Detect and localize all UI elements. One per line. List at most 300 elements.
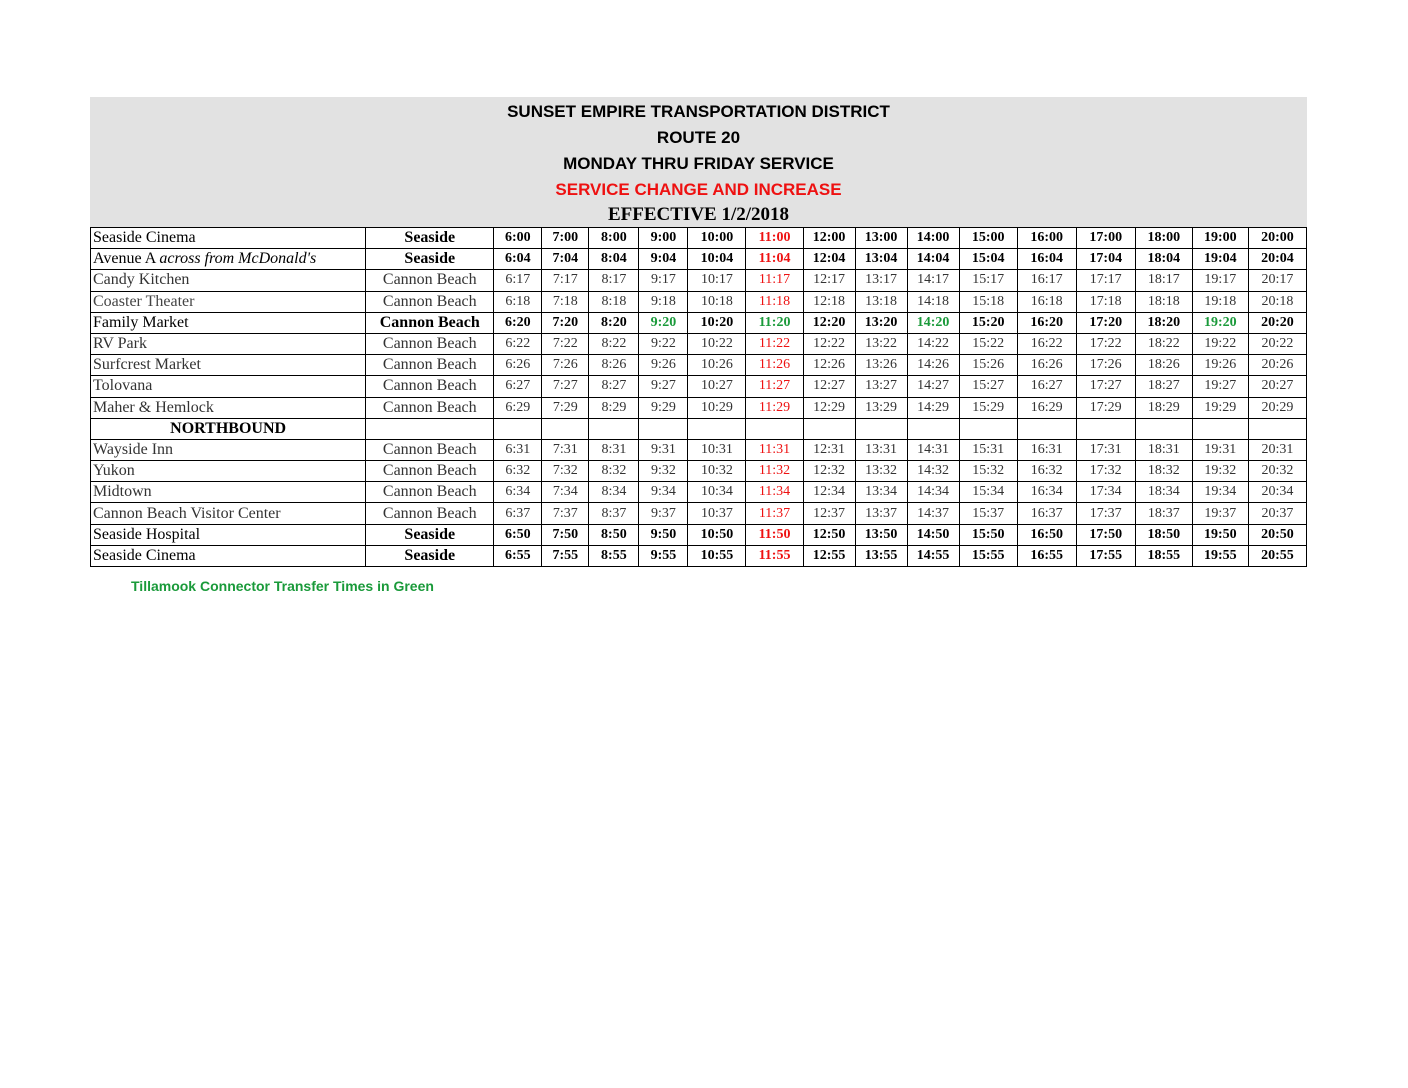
departure-time: 12:55 [803,545,855,566]
departure-time: 7:34 [542,482,589,503]
departure-time: 13:18 [855,291,907,312]
town-name: Seaside [366,524,494,545]
table-row [91,312,1307,333]
stop-name [91,270,366,291]
departure-time: 9:20 [639,312,688,333]
departure-time: 15:37 [959,503,1017,524]
departure-time: 13:26 [855,355,907,376]
departure-time: 9:37 [639,503,688,524]
departure-time: 6:18 [494,291,542,312]
departure-time: 14:18 [907,291,959,312]
departure-time: 15:04 [959,249,1017,270]
departure-time: 20:04 [1248,249,1306,270]
departure-time: 20:31 [1248,439,1306,460]
departure-time: 6:32 [494,461,542,482]
departure-time: 17:17 [1076,270,1135,291]
departure-time: 15:18 [959,291,1017,312]
departure-time: 9:26 [639,355,688,376]
timetable [90,227,1307,567]
stop-name [91,249,366,270]
departure-time [907,418,959,439]
departure-time: 16:55 [1017,545,1076,566]
departure-time: 11:32 [746,461,803,482]
departure-time: 20:29 [1248,397,1306,418]
stop-name [91,418,366,439]
departure-time: 9:29 [639,397,688,418]
departure-time: 18:37 [1135,503,1192,524]
departure-time: 18:29 [1135,397,1192,418]
departure-time: 20:26 [1248,355,1306,376]
departure-time: 10:27 [688,376,746,397]
stop-label: Maher & Hemlock [93,398,214,416]
departure-time: 8:18 [589,291,639,312]
stop-label: Midtown [93,483,152,501]
departure-time: 6:27 [494,376,542,397]
town-name: Cannon Beach [366,270,494,291]
departure-time: 6:55 [494,545,542,566]
departure-time: 20:22 [1248,333,1306,354]
departure-time: 14:31 [907,439,959,460]
stop-name [91,524,366,545]
departure-time: 11:00 [746,228,803,249]
departure-time: 13:20 [855,312,907,333]
departure-time [1192,418,1248,439]
departure-time: 16:37 [1017,503,1076,524]
departure-time: 14:29 [907,397,959,418]
departure-time: 8:55 [589,545,639,566]
departure-time: 13:22 [855,333,907,354]
departure-time: 16:27 [1017,376,1076,397]
departure-time: 13:04 [855,249,907,270]
stop-name [91,228,366,249]
table-row [91,524,1307,545]
departure-time: 10:26 [688,355,746,376]
transfer-footnote: Tillamook Connector Transfer Times in Green [131,578,434,594]
departure-time: 10:18 [688,291,746,312]
departure-time: 20:18 [1248,291,1306,312]
departure-time: 11:29 [746,397,803,418]
departure-time: 20:27 [1248,376,1306,397]
departure-time: 14:00 [907,228,959,249]
departure-time: 6:22 [494,333,542,354]
route-title: ROUTE 20 [656,128,741,147]
departure-time: 6:29 [494,397,542,418]
departure-time: 8:26 [589,355,639,376]
table-row [91,503,1307,524]
departure-time: 8:37 [589,503,639,524]
departure-time: 9:17 [639,270,688,291]
stop-name [91,355,366,376]
departure-time: 15:32 [959,461,1017,482]
departure-time: 7:22 [542,333,589,354]
departure-time: 12:00 [803,228,855,249]
departure-time: 20:55 [1248,545,1306,566]
departure-time: 18:27 [1135,376,1192,397]
departure-time: 17:31 [1076,439,1135,460]
departure-time: 18:55 [1135,545,1192,566]
departure-time: 8:22 [589,333,639,354]
departure-time [803,418,855,439]
departure-time: 6:37 [494,503,542,524]
departure-time: 11:31 [746,439,803,460]
table-row [91,270,1307,291]
departure-time: 11:34 [746,482,803,503]
departure-time: 8:31 [589,439,639,460]
departure-time: 19:00 [1192,228,1248,249]
departure-time: 18:00 [1135,228,1192,249]
service-days: MONDAY THRU FRIDAY SERVICE [563,154,834,173]
departure-time: 12:04 [803,249,855,270]
departure-time: 13:31 [855,439,907,460]
departure-time: 17:00 [1076,228,1135,249]
town-name: Seaside [366,249,494,270]
departure-time: 7:18 [542,291,589,312]
departure-time: 8:04 [589,249,639,270]
departure-time: 17:32 [1076,461,1135,482]
departure-time: 9:04 [639,249,688,270]
departure-time: 14:26 [907,355,959,376]
departure-time: 18:04 [1135,249,1192,270]
stop-name [91,439,366,460]
town-name: Seaside [366,228,494,249]
departure-time [959,418,1017,439]
departure-time: 10:37 [688,503,746,524]
effective-date: EFFECTIVE 1/2/2018 [607,204,790,225]
departure-time: 12:31 [803,439,855,460]
departure-time: 16:04 [1017,249,1076,270]
stop-label: Tolovana [93,377,153,395]
departure-time: 20:20 [1248,312,1306,333]
departure-time: 11:37 [746,503,803,524]
departure-time: 13:17 [855,270,907,291]
stop-note: across from McDonald's [159,250,317,268]
departure-time: 16:31 [1017,439,1076,460]
departure-time: 15:00 [959,228,1017,249]
section-row [91,418,1307,439]
departure-time: 17:18 [1076,291,1135,312]
departure-time: 7:04 [542,249,589,270]
departure-time: 18:18 [1135,291,1192,312]
schedule-header [90,97,1307,227]
departure-time: 10:29 [688,397,746,418]
departure-time: 17:04 [1076,249,1135,270]
departure-time: 14:34 [907,482,959,503]
departure-time: 12:22 [803,333,855,354]
departure-time: 15:50 [959,524,1017,545]
departure-time [494,418,542,439]
departure-time: 6:20 [494,312,542,333]
table-row [91,355,1307,376]
departure-time: 8:20 [589,312,639,333]
departure-time: 17:29 [1076,397,1135,418]
departure-time: 15:29 [959,397,1017,418]
departure-time: 9:32 [639,461,688,482]
table-row [91,482,1307,503]
departure-time: 7:37 [542,503,589,524]
departure-time: 10:20 [688,312,746,333]
departure-time: 18:26 [1135,355,1192,376]
departure-time: 9:50 [639,524,688,545]
stop-label: Candy Kitchen [93,271,190,289]
stop-label: Cannon Beach Visitor Center [93,504,281,522]
departure-time [542,418,589,439]
departure-time: 12:27 [803,376,855,397]
stop-name [91,312,366,333]
table-row [91,439,1307,460]
town-name: Cannon Beach [366,312,494,333]
departure-time: 6:50 [494,524,542,545]
stop-name [91,503,366,524]
departure-time: 10:22 [688,333,746,354]
departure-time: 19:50 [1192,524,1248,545]
departure-time: 11:22 [746,333,803,354]
departure-time [1135,418,1192,439]
stop-name [91,376,366,397]
departure-time: 7:17 [542,270,589,291]
stop-name [91,545,366,566]
departure-time: 19:04 [1192,249,1248,270]
departure-time: 7:00 [542,228,589,249]
departure-time: 8:29 [589,397,639,418]
departure-time: 11:26 [746,355,803,376]
departure-time: 16:22 [1017,333,1076,354]
departure-time: 11:20 [746,312,803,333]
stop-name [91,333,366,354]
departure-time: 15:17 [959,270,1017,291]
departure-time: 15:55 [959,545,1017,566]
departure-time: 11:27 [746,376,803,397]
departure-time: 19:55 [1192,545,1248,566]
departure-time: 19:20 [1192,312,1248,333]
departure-time: 19:34 [1192,482,1248,503]
table-row [91,545,1307,566]
departure-time: 8:32 [589,461,639,482]
departure-time: 6:04 [494,249,542,270]
departure-time: 20:17 [1248,270,1306,291]
stop-label: Seaside Hospital [93,525,201,543]
departure-time: 16:32 [1017,461,1076,482]
departure-time: 19:29 [1192,397,1248,418]
town-name: Cannon Beach [366,503,494,524]
departure-time: 10:04 [688,249,746,270]
departure-time: 10:32 [688,461,746,482]
departure-time: 11:04 [746,249,803,270]
departure-time: 17:26 [1076,355,1135,376]
departure-time: 19:26 [1192,355,1248,376]
departure-time: 18:31 [1135,439,1192,460]
departure-time: 15:34 [959,482,1017,503]
departure-time: 19:18 [1192,291,1248,312]
departure-time [1076,418,1135,439]
departure-time: 10:50 [688,524,746,545]
departure-time: 17:20 [1076,312,1135,333]
departure-time: 6:31 [494,439,542,460]
departure-time: 8:00 [589,228,639,249]
departure-time: 13:27 [855,376,907,397]
departure-time: 13:29 [855,397,907,418]
table-row [91,333,1307,354]
departure-time: 20:00 [1248,228,1306,249]
departure-time: 16:00 [1017,228,1076,249]
departure-time: 17:34 [1076,482,1135,503]
departure-time [1017,418,1076,439]
table-row [91,291,1307,312]
departure-time: 9:34 [639,482,688,503]
departure-time: 15:20 [959,312,1017,333]
table-row [91,249,1307,270]
departure-time: 14:55 [907,545,959,566]
departure-time: 15:26 [959,355,1017,376]
departure-time: 20:50 [1248,524,1306,545]
departure-time: 7:26 [542,355,589,376]
departure-time: 11:17 [746,270,803,291]
departure-time: 10:00 [688,228,746,249]
departure-time: 19:17 [1192,270,1248,291]
departure-time: 16:20 [1017,312,1076,333]
departure-time: 17:37 [1076,503,1135,524]
departure-time: 17:22 [1076,333,1135,354]
departure-time: 16:50 [1017,524,1076,545]
departure-time: 10:55 [688,545,746,566]
departure-time: 8:34 [589,482,639,503]
departure-time: 10:31 [688,439,746,460]
stop-label: Seaside Cinema [93,229,196,247]
town-name: Cannon Beach [366,355,494,376]
schedule-sheet [90,97,1307,567]
departure-time: 14:20 [907,312,959,333]
departure-time [639,418,688,439]
departure-time: 17:27 [1076,376,1135,397]
stop-label: Avenue A [93,250,156,268]
departure-time: 9:22 [639,333,688,354]
departure-time: 12:29 [803,397,855,418]
town-name: Cannon Beach [366,482,494,503]
departure-time: 14:37 [907,503,959,524]
departure-time: 14:17 [907,270,959,291]
departure-time [746,418,803,439]
departure-time: 12:26 [803,355,855,376]
stop-label: Yukon [93,462,135,480]
departure-time: 11:18 [746,291,803,312]
departure-time: 11:50 [746,524,803,545]
departure-time: 6:17 [494,270,542,291]
departure-time: 6:00 [494,228,542,249]
stop-label: Wayside Inn [93,440,174,458]
departure-time: 19:31 [1192,439,1248,460]
departure-time: 19:27 [1192,376,1248,397]
service-change-notice: SERVICE CHANGE AND INCREASE [555,180,842,199]
departure-time: 6:26 [494,355,542,376]
departure-time: 20:34 [1248,482,1306,503]
departure-time: 8:17 [589,270,639,291]
departure-time: 15:22 [959,333,1017,354]
stop-name [91,291,366,312]
town-name: Cannon Beach [366,397,494,418]
departure-time: 9:27 [639,376,688,397]
agency-title: SUNSET EMPIRE TRANSPORTATION DISTRICT [507,102,890,121]
departure-time: 19:32 [1192,461,1248,482]
departure-time: 12:37 [803,503,855,524]
departure-time: 18:17 [1135,270,1192,291]
departure-time: 16:17 [1017,270,1076,291]
departure-time: 9:18 [639,291,688,312]
departure-time: 16:34 [1017,482,1076,503]
departure-time: 14:32 [907,461,959,482]
departure-time: 9:00 [639,228,688,249]
departure-time: 7:20 [542,312,589,333]
departure-time: 19:22 [1192,333,1248,354]
departure-time [589,418,639,439]
departure-time: 18:34 [1135,482,1192,503]
stop-label: Surfcrest Market [93,356,201,374]
departure-time [1248,418,1306,439]
stop-label: RV Park [93,335,147,353]
town-name: Cannon Beach [366,376,494,397]
departure-time: 11:55 [746,545,803,566]
departure-time: 12:20 [803,312,855,333]
stop-label: NORTHBOUND [170,419,287,437]
departure-time: 20:32 [1248,461,1306,482]
departure-time: 10:34 [688,482,746,503]
departure-time: 17:55 [1076,545,1135,566]
departure-time: 13:34 [855,482,907,503]
departure-time: 7:29 [542,397,589,418]
town-name: Cannon Beach [366,333,494,354]
town-name: Cannon Beach [366,291,494,312]
departure-time: 12:50 [803,524,855,545]
departure-time: 7:50 [542,524,589,545]
departure-time: 16:26 [1017,355,1076,376]
departure-time: 14:22 [907,333,959,354]
departure-time: 14:04 [907,249,959,270]
stop-label: Family Market [93,313,189,331]
departure-time: 14:27 [907,376,959,397]
departure-time: 19:37 [1192,503,1248,524]
table-row [91,461,1307,482]
departure-time: 8:50 [589,524,639,545]
departure-time: 13:55 [855,545,907,566]
departure-time: 15:27 [959,376,1017,397]
departure-time: 8:27 [589,376,639,397]
departure-time: 13:32 [855,461,907,482]
departure-time [688,418,746,439]
stop-label: Seaside Cinema [93,546,196,564]
stop-name [91,482,366,503]
departure-time: 18:20 [1135,312,1192,333]
table-row [91,397,1307,418]
departure-time: 18:22 [1135,333,1192,354]
departure-time: 12:32 [803,461,855,482]
departure-time: 7:31 [542,439,589,460]
departure-time: 15:31 [959,439,1017,460]
timetable-body [91,228,1307,567]
departure-time: 7:55 [542,545,589,566]
table-row [91,228,1307,249]
town-name: Cannon Beach [366,461,494,482]
departure-time: 9:31 [639,439,688,460]
town-name: Seaside [366,545,494,566]
departure-time: 16:29 [1017,397,1076,418]
departure-time: 13:00 [855,228,907,249]
departure-time: 14:50 [907,524,959,545]
departure-time: 13:37 [855,503,907,524]
stop-label: Coaster Theater [93,292,195,310]
departure-time: 17:50 [1076,524,1135,545]
departure-time: 7:32 [542,461,589,482]
departure-time: 18:32 [1135,461,1192,482]
departure-time [855,418,907,439]
departure-time: 7:27 [542,376,589,397]
